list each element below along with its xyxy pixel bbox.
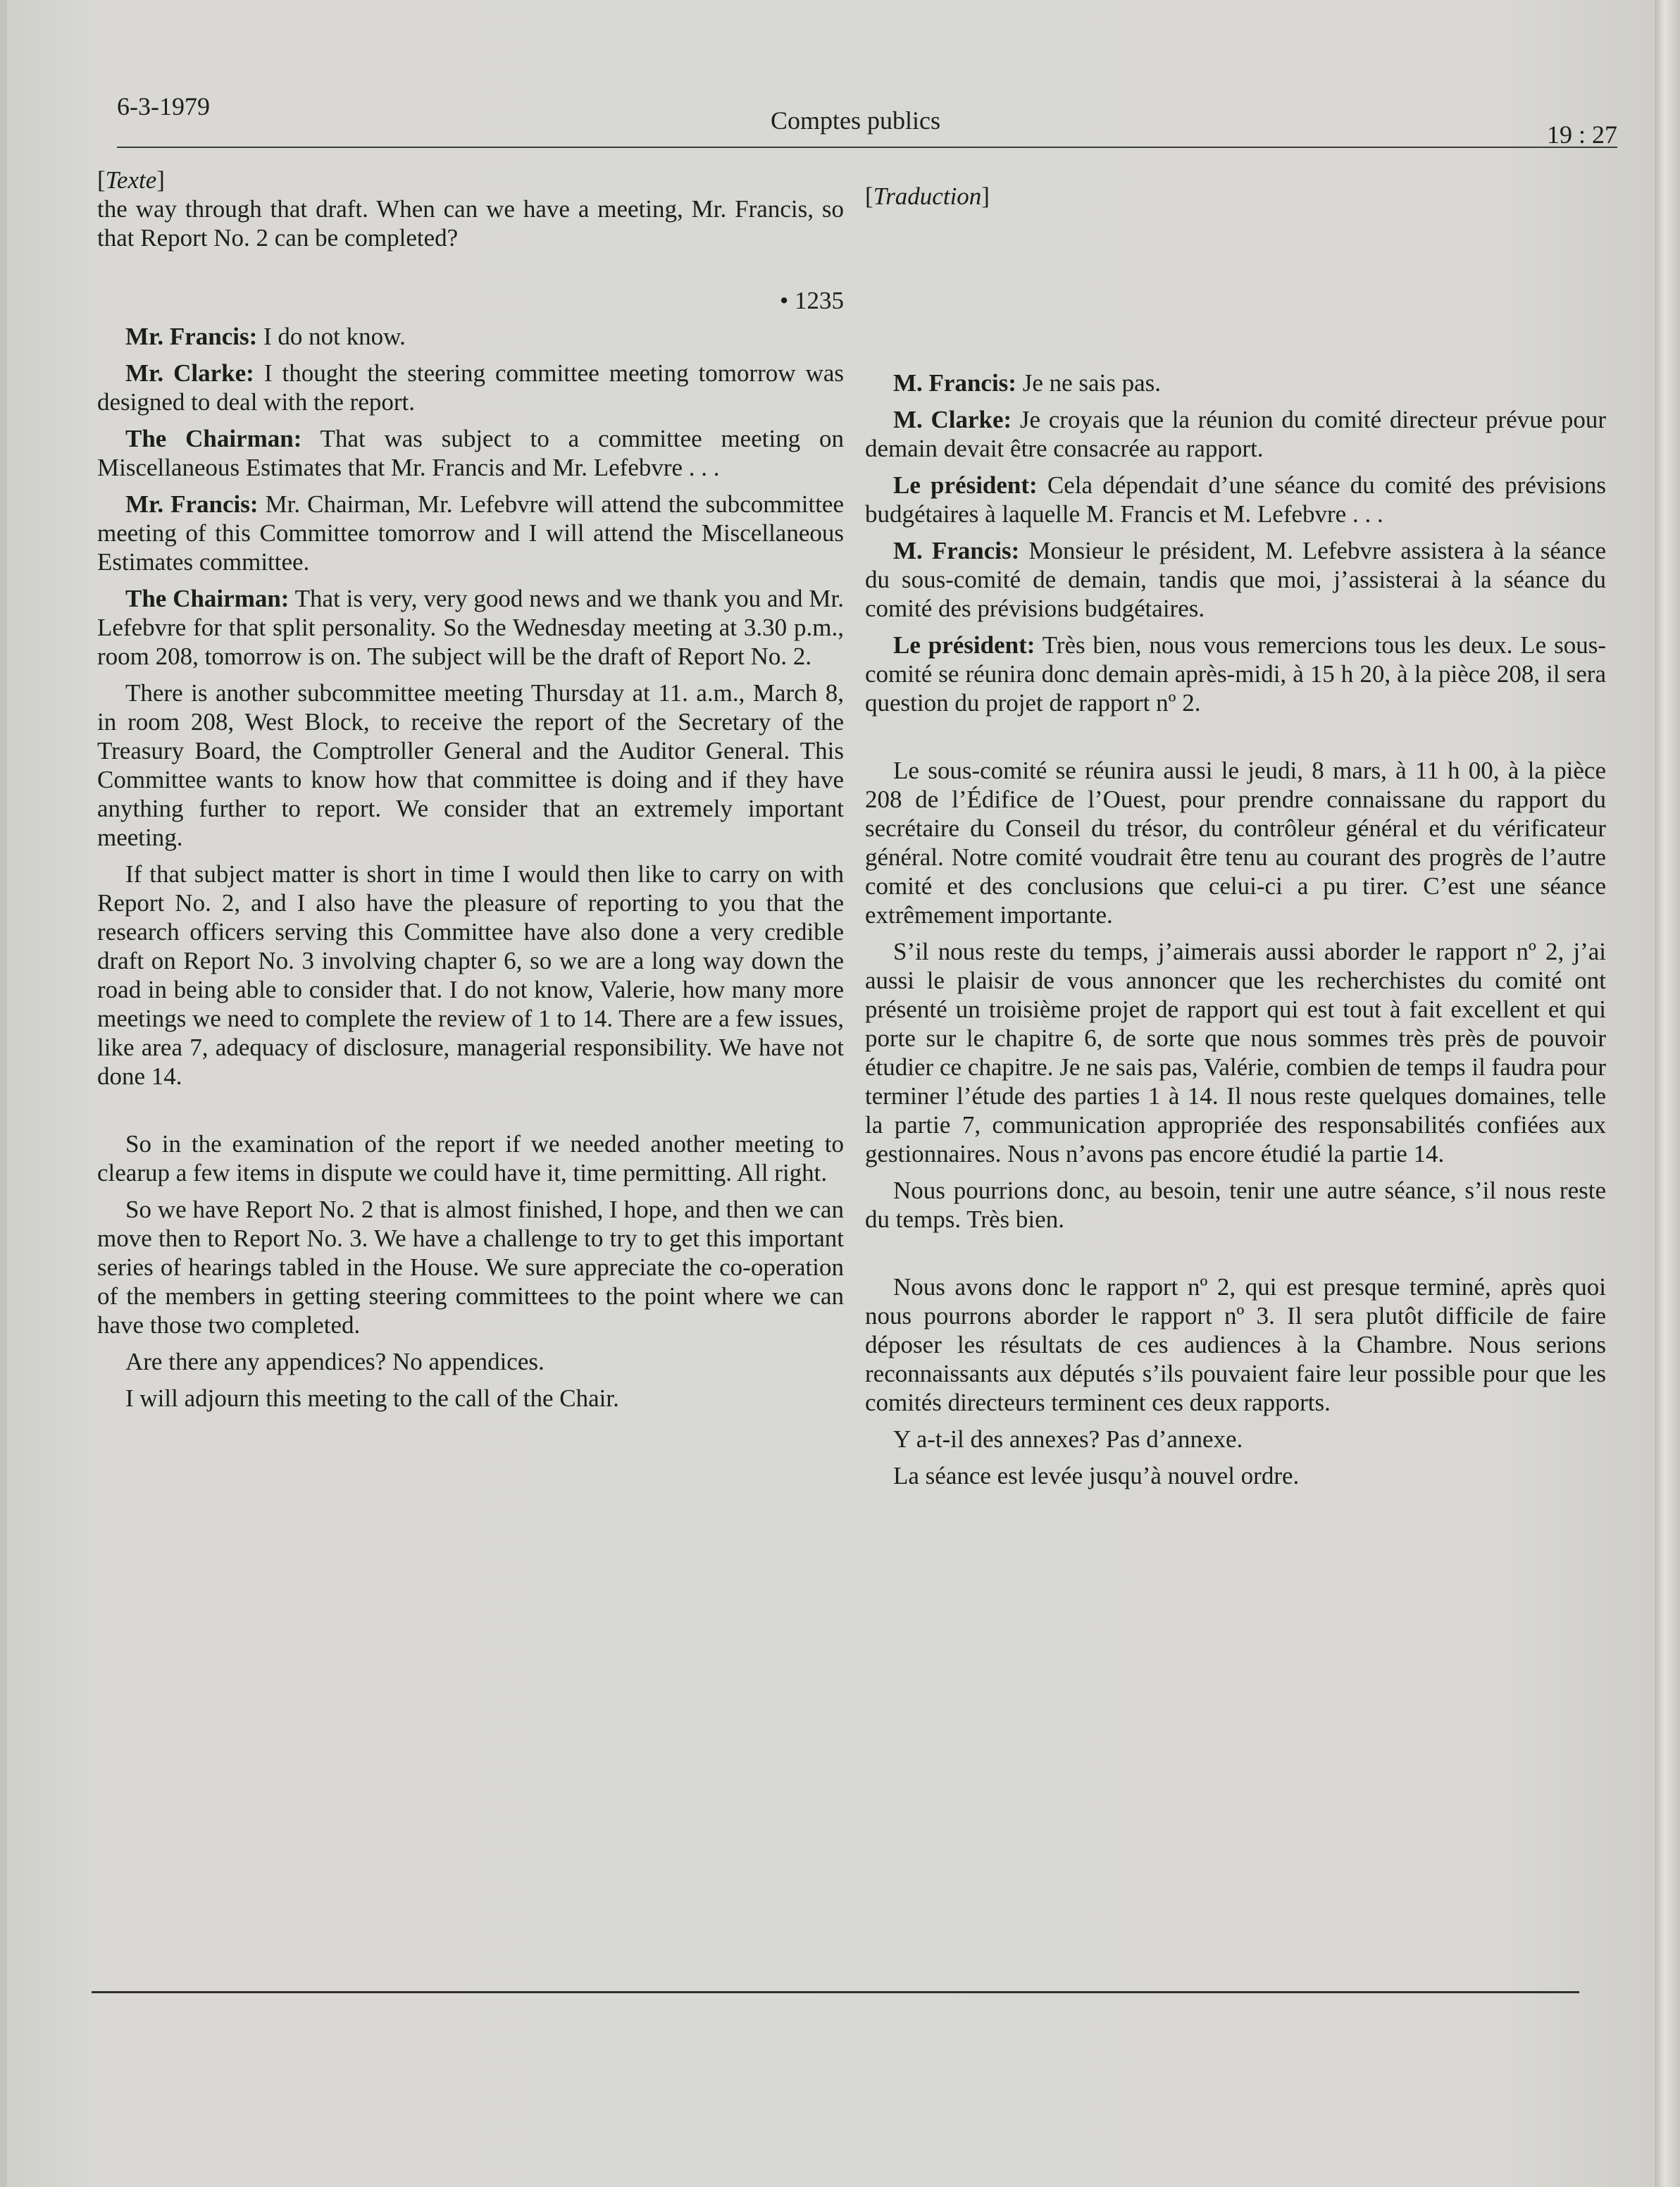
paragraph-3: Le président: Cela dépendait d’une séance du comité des prévisions budgétaires à laquelle M. Francis et M. Lefebvre . . . — [865, 471, 1606, 528]
paragraph-7: S’il nous reste du temps, j’aimerais aussi aborder le rapport nº 2, j’ai aussi le plaisir de vous annoncer que les recherchistes du comité ont présenté un troisième projet de rapport qui est tout à fait excellent et qui porte sur le chapitre 6, de sorte que nous sommes très près de pouvoir étudier ce chapitre. Je ne sais pas, Valérie, combien de temps il faudra pour terminer l’étude des parties 1 à 14. Il nous reste quelques domaines, telle la partie 7, communication appropriée des responsabilités confiées aux gestionnaires. Nous n’avons pas encore étudié la partie 14. — [865, 938, 1606, 1167]
speaker-name: M. Francis: — [893, 369, 1016, 397]
paragraph-2: M. Clarke: Je croyais que la réunion du comité directeur prévue pour demain devait être consacrée au rapport. — [865, 406, 1606, 462]
english-column — [97, 166, 844, 1420]
paragraph-4: M. Francis: Monsieur le président, M. Lefebvre assistera à la séance du sous-comité de demain, tandis que moi, j’assisterai à la séance du comité des prévisions budgétaires. — [865, 537, 1607, 622]
page-edge-right — [1655, 0, 1680, 2187]
header-page-number: 19 : 27 — [1546, 120, 1617, 149]
paragraph-6: There is another subcommittee meeting Thursday at 11. a.m., March 8, in room 208, West Block, to receive the report of the Secretary of the Treasury Board, the Comptroller General and the Auditor General. This Committee wants to know how that committee is doing and if they have anything further to report. We consider that an extremely important meeting. — [97, 679, 844, 851]
header-rule — [117, 147, 1617, 148]
paragraph-5: Le président: Très bien, nous vous remercions tous les deux. Le sous-comité se réunira donc demain après-midi, à 15 h 20, à la pièce 208, il sera question du projet de rapport nº 2. — [865, 631, 1606, 717]
speaker-name: M. Francis: — [893, 537, 1020, 564]
paragraph-1: M. Francis: Je ne sais pas. — [893, 369, 1162, 397]
speaker-name: M. Clarke: — [893, 406, 1012, 433]
paragraph-4: Mr. Francis: Mr. Chairman, Mr. Lefebvre will attend the subcommittee meeting of this Committee tomorrow and I will attend the Miscellaneous Estimates committee. — [97, 490, 844, 576]
paragraph-9: Nous avons donc le rapport nº 2, qui est presque terminé, après quoi nous pourrons aborder le rapport nº 3. Il sera plutôt difficile de faire déposer les résultats de ces audiences à la Chambre. Nous serions reconnaissants aux députés s’ils pouvaient faire leur possible pour que les comités directeurs terminent ces deux rapports. — [865, 1273, 1606, 1416]
paragraph-10: Y a-t-il des annexes? Pas d’annexe. — [893, 1425, 1243, 1453]
paragraph-7: If that subject matter is short in time I would then like to carry on with Report No. 2, and I also have the pleasure of reporting to you that the research officers serving this Committee have also done a very credible draft on Report No. 3 involving chapter 6, so we are a long way down the road in being able to consider that. I do not know, Valerie, how many more meetings we need to complete the review of 1 to 14. There are a few issues, like area 7, adequacy of disclosure, managerial responsibility. We have not done 14. — [97, 860, 844, 1090]
paragraph-11: I will adjourn this meeting to the call of the Chair. — [125, 1384, 619, 1412]
footer-rule — [92, 1991, 1579, 1993]
header-date: 6-3-1979 — [117, 92, 210, 120]
speaker-name: Le président: — [893, 631, 1035, 659]
header-title: Comptes publics — [771, 106, 940, 135]
paragraph-6: Le sous-comité se réunira aussi le jeudi, 8 mars, à 11 h 00, à la pièce 208 de l’Édifice de l’Ouest, pour prendre connaissane du rapport du secrétaire du Conseil du trésor, du contrôleur général et du vérificateur général. Notre comité voudrait être tenu au courant des progrès de l’autre comité et des conclusions que celui-ci a pu tirer. C’est une séance extrêmement importante. — [865, 757, 1606, 929]
speaker-name: Mr. Francis: — [125, 323, 258, 350]
paragraph-10: Are there any appendices? No appendices. — [125, 1348, 545, 1375]
paragraph-8: So in the examination of the report if we needed another meeting to clearup a few items in dispute we could have it, time permitting. All right. — [97, 1130, 844, 1187]
paragraph-8: Nous pourrions donc, au besoin, tenir une autre séance, s’il nous reste du temps. Très bien. — [865, 1177, 1606, 1233]
speaker-name: Mr. Francis: — [125, 490, 259, 518]
paragraph-2: Mr. Clarke: I thought the steering committee meeting tomorrow was designed to deal with the report. — [97, 359, 844, 416]
speaker-name: Mr. Clarke: — [125, 359, 254, 387]
column-tag-traduction: [Traduction] — [865, 182, 990, 210]
page-header — [117, 92, 1617, 148]
paragraph-intro: the way through that draft. When can we have a meeting, Mr. Francis, so that Report No. 2 can be completed? — [97, 195, 844, 252]
speaker-name: The Chairman: — [125, 425, 302, 452]
column-tag-texte: [Texte] — [97, 166, 165, 194]
paragraph-1: Mr. Francis: I do not know. — [125, 323, 406, 350]
page-edge-left — [0, 0, 7, 2187]
speaker-name: Le président: — [893, 471, 1038, 499]
paragraph-11: La séance est levée jusqu’à nouvel ordre. — [893, 1462, 1300, 1489]
time-mark: • 1235 — [779, 287, 844, 314]
french-column — [865, 182, 1606, 1498]
paragraph-9: So we have Report No. 2 that is almost finished, I hope, and then we can move then to Report No. 3. We have a challenge to try to get this important series of hearings tabled in the House. We sure appreciate the co-operation of the members in getting steering committees to the point where we can have those two completed. — [97, 1196, 844, 1339]
paragraph-5: The Chairman: That is very, very good news and we thank you and Mr. Lefebvre for that split personality. So the Wednesday meeting at 3.30 p.m., room 208, tomorrow is on. The subject will be the draft of Report No. 2. — [97, 585, 844, 670]
speaker-name: The Chairman: — [125, 585, 290, 612]
paragraph-3: The Chairman: That was subject to a committee meeting on Miscellaneous Estimates that Mr. Francis and Mr. Lefebvre . . . — [97, 425, 844, 481]
